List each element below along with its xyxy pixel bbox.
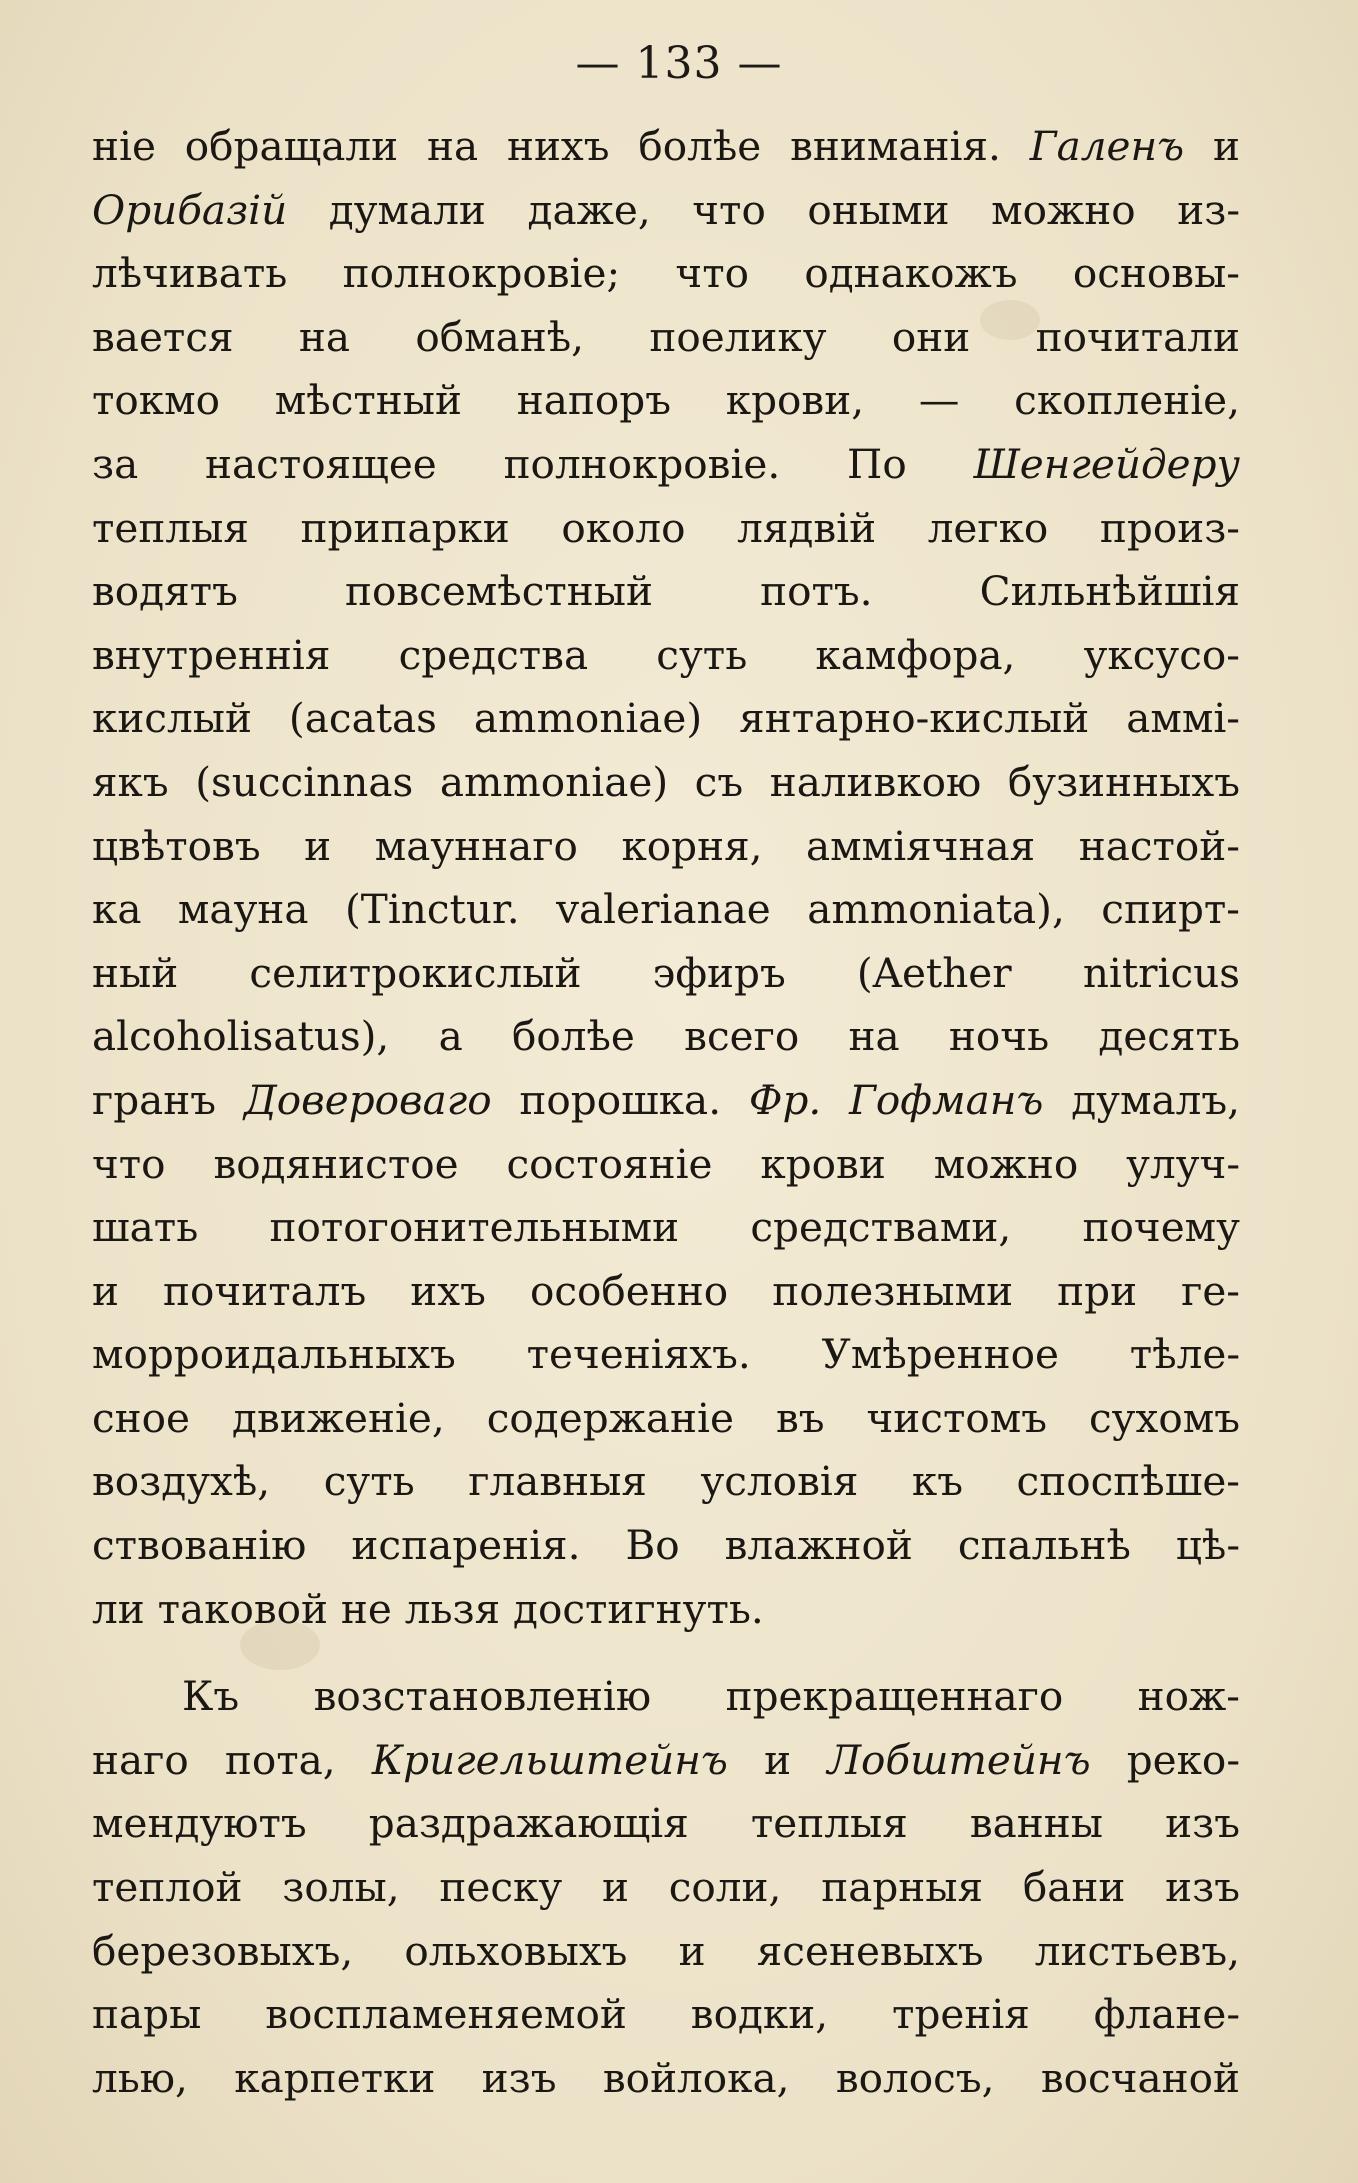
text-span: за настоящее полнокровіе. По: [92, 439, 974, 488]
text-span: теплыя припарки около лядвій легко произ-: [92, 503, 1240, 552]
text-span: alcoholisatus), а болѣе всего на ночь десять: [92, 1012, 1240, 1061]
text-span: сное движеніе, содержаніе въ чистомъ сухомъ: [92, 1393, 1240, 1442]
text-span: гранъ: [92, 1075, 244, 1124]
italic-name: Доверовaго: [243, 1075, 492, 1124]
text-span: внутреннія средства суть камфора, уксусо-: [92, 630, 1240, 679]
text-line: [92, 751, 1240, 815]
text-span: шать потогонительными средствами, почему: [92, 1203, 1240, 1252]
text-line: [92, 1856, 1240, 1920]
italic-name: Кригельштейнъ: [371, 1735, 728, 1784]
italic-name: Фр. Гофманъ: [748, 1075, 1044, 1124]
text-span: наго пота,: [92, 1735, 372, 1784]
text-line: [92, 1665, 1240, 1729]
text-span: водятъ повсемѣстный потъ. Сильнѣйшія: [92, 567, 1240, 616]
text-line: [92, 369, 1240, 433]
italic-name: Орибазій: [92, 185, 288, 234]
text-line: [92, 1260, 1240, 1324]
text-span: якъ (succinnas ammoniae) съ наливкою бузинныхъ: [92, 757, 1240, 806]
text-line: [92, 815, 1240, 879]
text-span: березовыхъ, ольховыхъ и ясеневыхъ листьевъ,: [92, 1926, 1240, 1975]
text-span: Къ возстановленію прекращеннаго нож-: [182, 1672, 1240, 1721]
text-line: [92, 1005, 1240, 1069]
text-line: [92, 1792, 1240, 1856]
text-line: [92, 1450, 1240, 1514]
italic-name: Галенъ: [1029, 122, 1185, 170]
text-line: [92, 560, 1240, 624]
text-line: [92, 1983, 1240, 2047]
text-line: [92, 497, 1240, 561]
text-line: [92, 1387, 1240, 1451]
text-line: [92, 624, 1240, 688]
text-span: и: [1184, 122, 1240, 170]
paragraph-gap: [92, 1641, 1240, 1665]
text-span: лѣчивать полнокровіе; что однакожъ основы-: [92, 249, 1240, 298]
text-line: [92, 2047, 1240, 2111]
text-span: лью, карпетки изъ войлока, волосъ, восчаной: [92, 2053, 1240, 2102]
text-span: ствованію испаренія. Во влажной спальнѣ цѣ-: [92, 1521, 1240, 1570]
text-span: и почиталъ ихъ особенно полезными при ге-: [92, 1266, 1240, 1315]
text-line: [92, 1133, 1240, 1197]
text-line: [92, 1323, 1240, 1387]
text-line: [92, 1196, 1240, 1260]
text-span: ли таковой не льзя достигнуть.: [92, 1584, 764, 1633]
text-line: [92, 115, 1240, 179]
text-span: ный селитрокислый эфиръ (Aether nitricus: [92, 948, 1240, 997]
text-span: токмо мѣстный напоръ крови, — скопленіе,: [92, 376, 1240, 425]
text-line: [92, 1578, 1240, 1642]
text-line: [92, 179, 1240, 243]
text-line: [92, 942, 1240, 1006]
text-span: кислый (acatas ammoniae) янтарно-кислый аммі-: [92, 694, 1240, 743]
text-span: цвѣтовъ и мауннаго корня, амміячная настой-: [92, 821, 1240, 870]
text-span: морроидальныхъ теченіяхъ. Умѣренное тѣле-: [92, 1330, 1240, 1379]
text-span: мендуютъ раздражающія теплыя ванны изъ: [92, 1799, 1240, 1848]
text-span: теплой золы, песку и соли, парныя бани изъ: [92, 1863, 1240, 1912]
text-line: [92, 433, 1240, 497]
text-line: [92, 1069, 1240, 1133]
text-span: порошка.: [491, 1075, 749, 1124]
italic-name: Лобштейнъ: [827, 1735, 1091, 1784]
text-line: [92, 1920, 1240, 1984]
text-span: ніе обращали на нихъ болѣе вниманія.: [92, 122, 1030, 170]
body-text: [92, 115, 1240, 2110]
text-line: [92, 687, 1240, 751]
text-span: реко-: [1090, 1735, 1240, 1784]
text-line: [92, 306, 1240, 370]
text-span: и: [727, 1735, 828, 1784]
text-line: [92, 1514, 1240, 1578]
text-span: что водянистое состояніе крови можно улуч-: [92, 1139, 1240, 1188]
text-span: думали даже, что оными можно из-: [287, 185, 1240, 234]
text-span: думалъ,: [1043, 1075, 1240, 1124]
text-span: ка мауна (Tinctur. valerianae ammoniata), спирт-: [92, 885, 1240, 934]
text-span: вается на обманѣ, поелику они почитали: [92, 312, 1240, 361]
page-number: — 133 —: [575, 38, 783, 89]
text-line: [92, 242, 1240, 306]
text-span: пары воспламеняемой водки, тренія флане-: [92, 1990, 1240, 2039]
text-span: воздухѣ, суть главныя условія къ споспѣше-: [92, 1457, 1240, 1506]
text-line: [92, 1729, 1240, 1793]
italic-name: Шенгейдеру: [973, 439, 1240, 488]
text-line: [92, 878, 1240, 942]
